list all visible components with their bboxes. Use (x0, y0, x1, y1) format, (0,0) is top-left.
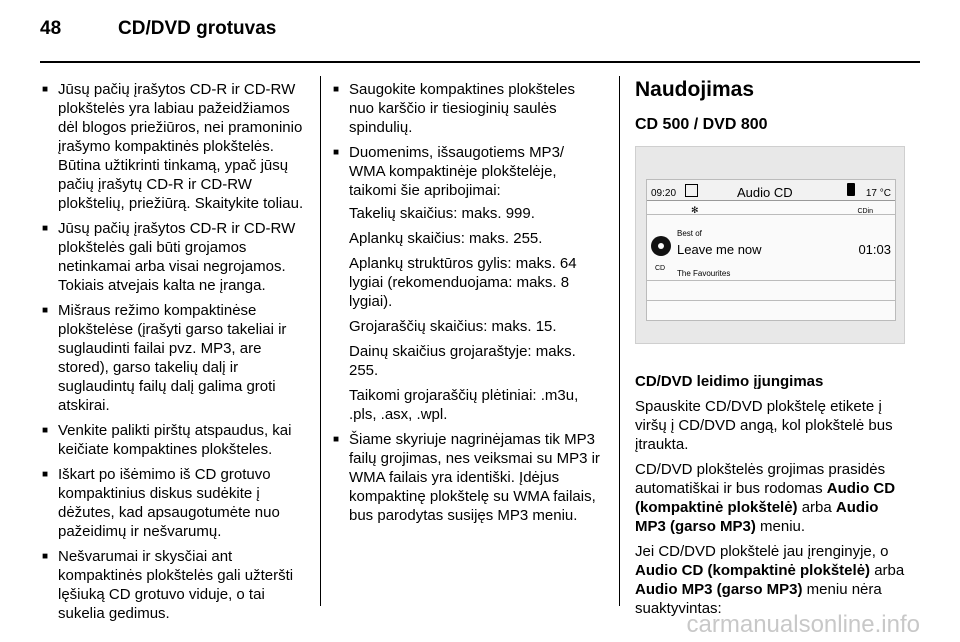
disc-icon (651, 236, 671, 256)
list-item: ■ Venkite palikti pirštų atspaudus, kai keičiate kompaktines plokšteles. (42, 421, 308, 459)
phone-icon (847, 183, 855, 196)
album-name: Best of (677, 229, 702, 238)
list-item: ■ Jūsų pačių įrašytos CD-R ir CD-RW plokštelės gali būti grojamos netinkamai arba visai negrojamos. Tokiais atvejais kalta ne įranga. (42, 219, 308, 295)
page-title: CD/DVD grotuvas (118, 18, 277, 39)
menu-name: Audio CD (kompaktinė plokštelė) (635, 480, 896, 516)
display-divider (647, 280, 895, 281)
limit-item: Grojaraščių skaičius: maks. 15. (349, 318, 557, 335)
list-item: ■ Saugokite kompaktines plokšteles nuo karščio ir tiesioginių saulės spindulių. (333, 80, 601, 137)
track-time: 01:03 (858, 242, 891, 257)
list-item-text: ■ Duomenims, išsaugotiems MP3/ WMA kompaktinėje plokštelėje, taikomi šie apribojimai: (349, 144, 565, 199)
column-1 (42, 80, 308, 629)
display-status-row (647, 201, 895, 215)
paragraph: Spauskite CD/DVD plokštelę etikete į viršų į CD/DVD angą, kol plokštelė bus įtraukta. (635, 398, 893, 453)
display-screenshot (635, 146, 905, 344)
display-title: Audio CD (737, 185, 793, 200)
page-number: 48 (40, 18, 62, 39)
limit-item: Dainų skaičius grojaraštyje: maks. 255. (349, 343, 576, 379)
list-item (333, 143, 601, 424)
text-run: arba (797, 499, 836, 516)
display-divider (647, 300, 895, 301)
text-run: meniu nėra suaktyvintas: (635, 581, 882, 617)
paragraph (635, 542, 905, 618)
watermark: carmanualsonline.info (686, 611, 920, 638)
menu-name: Audio MP3 (garso MP3) (635, 499, 879, 535)
column-divider (619, 76, 620, 606)
section-heading: Naudojimas (635, 78, 755, 101)
display-panel (646, 179, 896, 321)
list-item: ■ Iškart po išėmimo iš CD grotuvo kompaktinius diskus sudėkite į dėžutes, kad apsaugotumėte nuo pažeidimų ir nešvarumų. (42, 465, 308, 541)
column-2 (333, 80, 601, 531)
cd-label: CD (655, 265, 666, 272)
limit-item: Takelių skaičius: maks. 999. (349, 205, 535, 222)
bluetooth-icon: ✻ (691, 205, 699, 215)
column-3 (635, 80, 905, 624)
artist-name: The Favourites (677, 269, 731, 278)
temperature: 17 °C (865, 188, 891, 199)
list-item: ■ Mišraus režimo kompaktinėse plokštelėse (įrašyti garso takeliai ir suglaudinti failai pvz. MP3, are stored), garso takelių dalį ir suglaudintų failų dalį galima groti atskirai. (42, 301, 308, 415)
display-top-bar (647, 180, 895, 201)
cd-source-icon (685, 184, 698, 197)
text-run: meniu. (755, 518, 806, 535)
limit-item: Taikomi grojaraščių plėtiniai: .m3u, .pls, .asx, .wpl. (349, 387, 579, 423)
section-subheading: CD 500 / DVD 800 (635, 116, 768, 133)
list-item: ■ Šiame skyriuje nagrinėjamas tik MP3 failų grojimas, nes veiksmai su MP3 ir WMA failais yra identiški. Įdėjus kompaktinę plokštelę su WMA failais, bus parodytas susijęs MP3 meniu. (333, 430, 601, 525)
list-item: ■ Jūsų pačių įrašytos CD-R ir CD-RW plokštelės yra labiau pažeidžiamos dėl blogos priežiūros, nei pramoninio įrašymo kompaktinės plokštelės. Būtina užtikrinti tinkamą, ypač jūsų pačių įrašytų CD-R ir CD-RW plokštelių, priežiūrą. Skaitykite toliau. (42, 80, 308, 213)
track-name: Leave me now (677, 242, 762, 257)
column-divider (320, 76, 321, 606)
text-run: Jei CD/DVD plokštelė jau įrenginyje, o (635, 543, 889, 560)
limit-item: Aplankų struktūros gylis: maks. 64 lygiai (rekomenduojama: maks. 8 lygiai). (349, 255, 577, 310)
cdin-label: CDin (857, 208, 873, 215)
text-run: arba (870, 562, 905, 579)
menu-name: Audio CD (kompaktinė plokštelė) (635, 562, 871, 579)
menu-name: Audio MP3 (garso MP3) (635, 581, 803, 598)
clock: 09:20 (651, 188, 677, 199)
paragraph (635, 460, 905, 536)
paragraph-title: CD/DVD leidimo įjungimas (635, 373, 824, 390)
text-run: CD/DVD plokštelės grojimas prasidės automatiškai ir bus rodomas (635, 461, 886, 497)
header-rule (40, 61, 920, 63)
list-item: ■ Nešvarumai ir skysčiai ant kompaktinės plokštelės gali užteršti lęšiuką CD grotuvo viduje, o tai sukelia gedimus. (42, 547, 308, 623)
limit-item: Aplankų skaičius: maks. 255. (349, 230, 543, 247)
